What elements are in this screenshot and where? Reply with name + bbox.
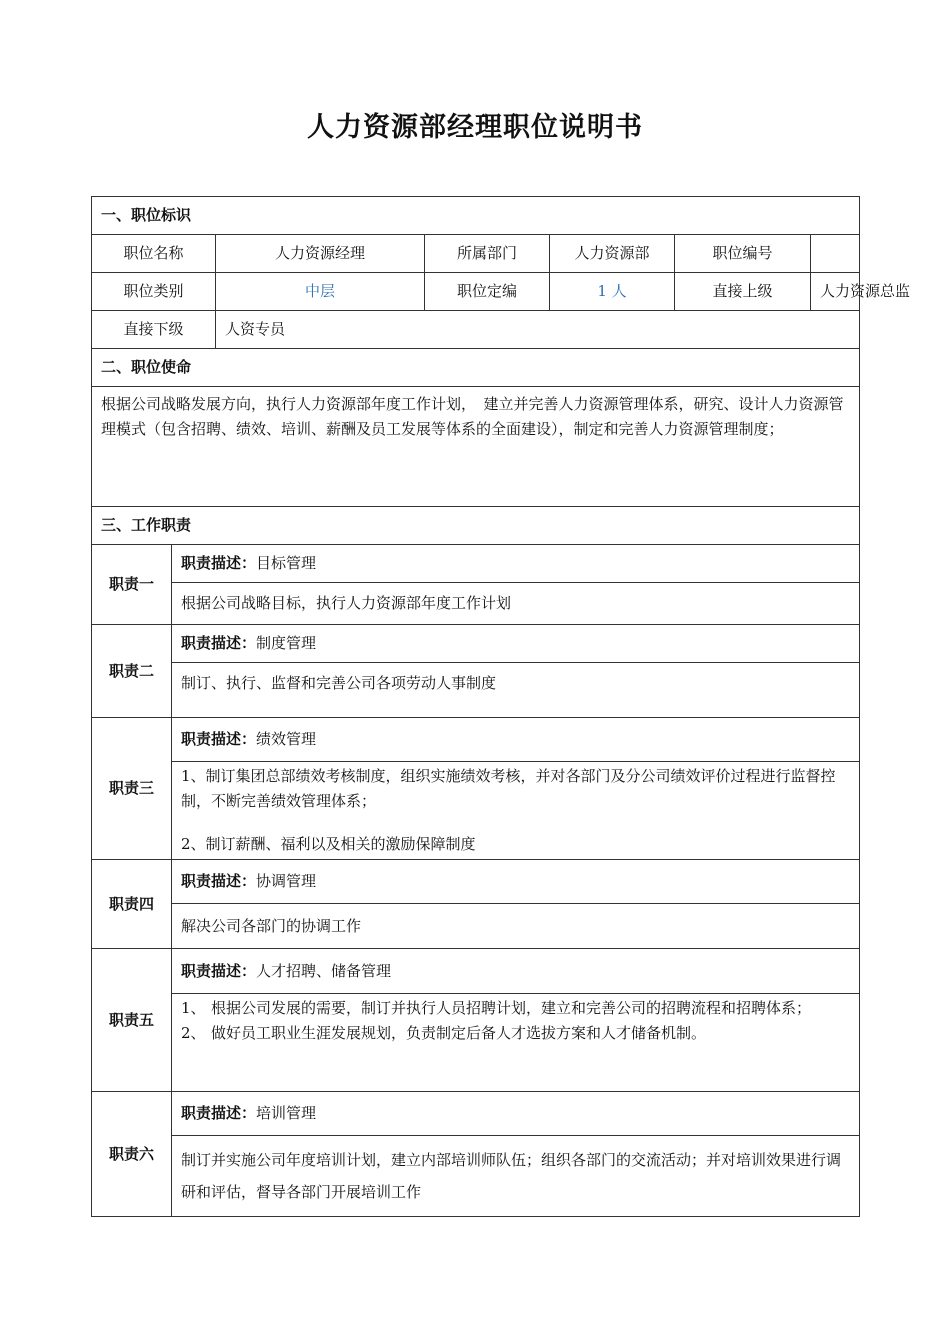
duty-name: 职责一 — [92, 545, 172, 625]
label-position-code: 职位编号 — [675, 235, 811, 273]
value-direct-subordinate: 人资专员 — [216, 311, 860, 349]
duty-name: 职责二 — [92, 625, 172, 718]
value-headcount: 1 人 — [550, 273, 675, 311]
list-item-number: 1、 — [181, 999, 206, 1017]
duty-desc-value: 培训管理 — [256, 1104, 317, 1122]
duty-desc-value: 人才招聘、储备管理 — [256, 961, 392, 980]
section-heading-mission: 二、职位使命 — [92, 349, 860, 387]
duty-desc-value: 制度管理 — [256, 634, 317, 652]
label-department: 所属部门 — [425, 235, 550, 273]
duty-desc-value: 协调管理 — [256, 872, 317, 890]
duty-desc — [172, 625, 860, 663]
duty-desc — [172, 860, 860, 904]
duty-name: 职责六 — [92, 1092, 172, 1217]
label-position-name: 职位名称 — [92, 235, 216, 273]
duty-desc-label: 职责描述： — [181, 961, 257, 980]
duty-name: 职责五 — [92, 949, 172, 1092]
duty-name: 职责三 — [92, 718, 172, 860]
value-position-name: 人力资源经理 — [216, 235, 425, 273]
duty-desc — [172, 718, 860, 762]
duty-desc-label: 职责描述： — [181, 730, 257, 748]
duty-body: 根据公司战略目标，执行人力资源部年度工作计划 — [172, 583, 860, 625]
section-heading-identity: 一、职位标识 — [92, 197, 860, 235]
duty-desc-value: 目标管理 — [256, 554, 317, 572]
duty-desc — [172, 1092, 860, 1136]
list-item-text: 做好员工职业生涯发展规划，负责制定后备人才选拔方案和人才储备机制。 — [211, 1024, 707, 1042]
duty-desc-label: 职责描述： — [181, 554, 257, 572]
label-direct-superior: 直接上级 — [675, 273, 811, 311]
duty-desc-label: 职责描述： — [181, 634, 257, 652]
list-item — [181, 996, 850, 1021]
value-department: 人力资源部 — [550, 235, 675, 273]
duty-desc — [172, 949, 860, 994]
duty-body: 解决公司各部门的协调工作 — [172, 904, 860, 949]
label-position-category: 职位类别 — [92, 273, 216, 311]
duty-body: 制订、执行、监督和完善公司各项劳动人事制度 — [172, 663, 860, 718]
value-position-category: 中层 — [216, 273, 425, 311]
section-heading-duties: 三、工作职责 — [92, 507, 860, 545]
job-description-table — [91, 196, 911, 1217]
mission-text: 根据公司战略发展方向，执行人力资源部年度工作计划， 建立并完善人力资源管理体系，研究、设计人力资源管理模式（包含招聘、绩效、培训、薪酬及员工发展等体系的全面建设），制定和完善人力资源管理制度； — [92, 387, 860, 507]
duty-body — [172, 762, 860, 860]
list-item-text: 根据公司发展的需要，制订并执行人员招聘计划，建立和完善公司的招聘流程和招聘体系； — [211, 999, 812, 1017]
list-item-number: 2、 — [181, 1024, 206, 1042]
duty-desc-value: 绩效管理 — [256, 730, 317, 748]
duty-desc-label: 职责描述： — [181, 872, 257, 890]
duty-body — [172, 994, 860, 1092]
list-item — [181, 1021, 850, 1046]
duty-body-line: 1、制订集团总部绩效考核制度，组织实施绩效考核，并对各部门及分公司绩效评价过程进行监督控制，不断完善绩效管理体系； — [181, 767, 836, 810]
value-position-code — [811, 235, 860, 273]
page-title: 人力资源部经理职位说明书 — [307, 112, 643, 143]
label-direct-subordinate: 直接下级 — [92, 311, 216, 349]
label-headcount: 职位定编 — [425, 273, 550, 311]
duty-name: 职责四 — [92, 860, 172, 949]
duty-desc-label: 职责描述： — [181, 1104, 257, 1122]
duty-body: 制订并实施公司年度培训计划，建立内部培训师队伍；组织各部门的交流活动；并对培训效果进行调研和评估，督导各部门开展培训工作 — [172, 1136, 860, 1217]
duty-desc — [172, 545, 860, 583]
duty-body-line: 2、制订薪酬、福利以及相关的激励保障制度 — [181, 835, 476, 853]
value-direct-superior: 人力资源总监 — [811, 273, 860, 311]
